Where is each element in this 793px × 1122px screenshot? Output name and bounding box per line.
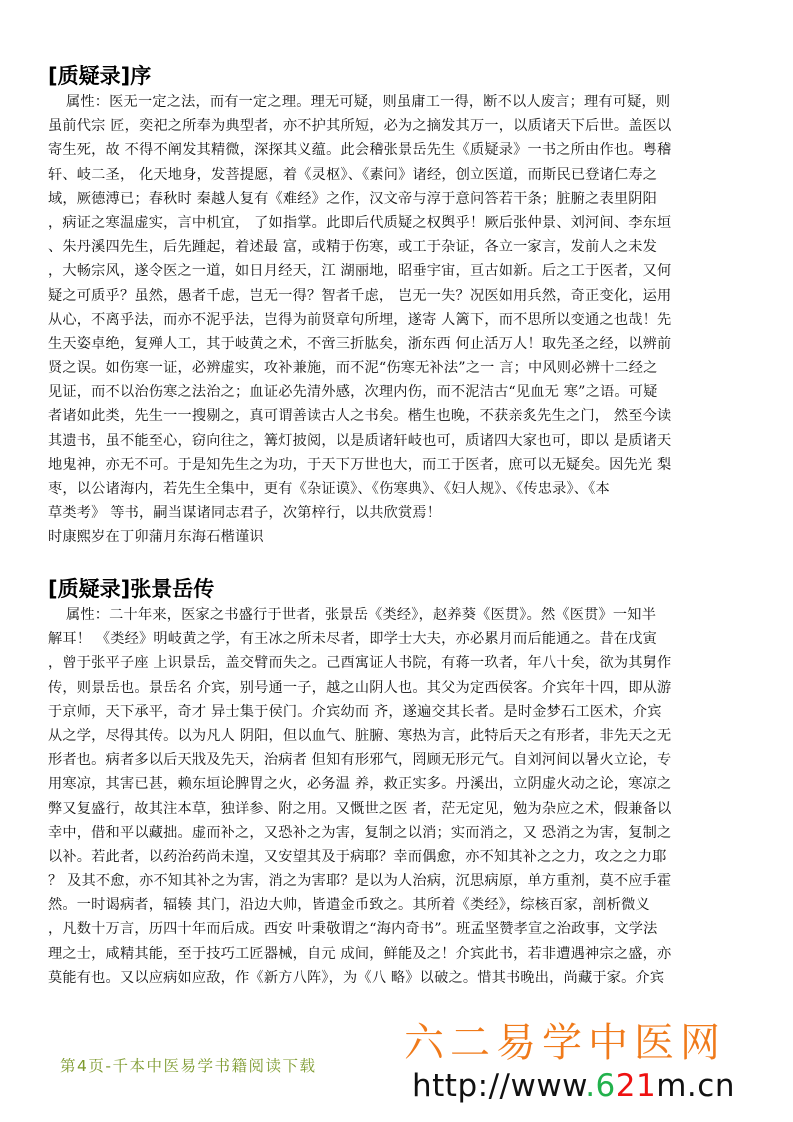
biography-body <box>48 603 748 990</box>
text-line: 见证，而不以治伤寒之法治之；血证必先清外感，次理内伤，而不泥洁古“见血无 寒”之语。可疑 <box>48 384 658 401</box>
text-line: 虽前代宗 匠，奕祀之所奉为典型者，亦不护其所短，必为之摘发其万一，以质诸天下后世。盖医以 <box>48 118 672 135</box>
signature-line: 时康熙岁在丁卯蒲月东海石楷谨识 <box>48 529 264 546</box>
text-line: 传，则景岳也。景岳名 介宾，别号通一子，越之山阴人也。其父为定西侯客。介宾年十四，即从游 <box>48 679 672 696</box>
text-line: 枣，以公诸海内，若先生全集中，更有《杂证谟》、《伤寒典》、《妇人规》、《传忠录》、《本 <box>48 481 610 497</box>
text-line: 解耳！ 《类经》明岐黄之学，有王冰之所未尽者，即学士大夫，亦必累月而后能通之。昔在戊寅 <box>48 631 657 648</box>
url-suffix: m.cn <box>656 1068 735 1104</box>
text-line: 贤之误。如伤寒一证，必辨虚实，攻补兼施，而不泥“伤寒无补法”之一 言；中风则必辨十二经之 <box>48 360 658 377</box>
text-line: 其遗书，虽不能至心，窃向往之，篝灯披阅，以是质诸轩岐也可，质诸四大家也可，即以 是质诸天 <box>48 432 672 449</box>
section-title-biography: [质疑录]张景岳传 <box>48 577 215 601</box>
text-line: 轩、岐二圣， 化天地身，发菩提愿，着《灵枢》、《素问》诸经，创立医道，而斯民已登诸仁寿之 <box>48 166 658 183</box>
text-line: 以补。若此者，以药治药尚未遑，又安望其及于病耶？幸而偶愈，亦不知其补之之力，攻之之力耶 <box>48 848 667 865</box>
text-line: 域，厥德溥已；春秋时 秦越人复有《难经》之作，汉文帝与淳于意问答若干条；脏腑之表里阴阳 <box>48 190 657 207</box>
text-line: 属性：二十年来，医家之书盛行于世者，张景岳《类经》，赵养葵《医贯》。然《医贯》一知半 <box>66 607 657 623</box>
url-digits-21: 21 <box>615 1068 657 1104</box>
text-line: 生天姿卓绝，复殚人工，其于岐黄之术，不啻三折肱矣，浙东西 何止活万人！取先圣之经，以辨前 <box>48 335 672 352</box>
text-line: ，凡数十万言，历四十年而后成。西安 叶秉敬谓之“海内奇书”。班孟坚赞孝宣之治政事，文学法 <box>48 921 658 938</box>
text-line: 地鬼神，亦无不可。于是知先生之为功，于天下万世也大，而工于医者，庶可以无疑矣。因先光 梨 <box>48 456 672 473</box>
text-line: 用寒凉，其害已甚，赖东垣论脾胃之火，必务温 养，救正实多。丹溪出，立阴虚火动之论，寒凉之 <box>48 776 672 793</box>
text-line: ，大畅宗风，遂令医之一道，如日月经天，江 湖丽地，昭垂宇宙，亘古如新。后之工于医者，又何 <box>48 263 672 280</box>
page-footer-label: 第4页-千本中医易学书籍阅读下载 <box>60 1057 317 1075</box>
text-line: 草类考》 等书，嗣当谋诸同志君子，次第梓行，以共欣赏焉！ <box>48 505 442 522</box>
text-line: 疑之可质乎？虽然，愚者千虑，岂无一得？智者千虑， 岂无一失？况医如用兵然，奇正变化，运用 <box>48 287 672 304</box>
text-line: 从之学，尽得其传。以为凡人 阴阳，但以血气、脏腑、寒热为言，此特后天之有形者，非先天之无 <box>48 727 672 744</box>
text-line: 理之士，咸精其能，至于技巧工匠器械，自元 成间，鲜能及之！介宾此书，若非遭遇神宗之盛，亦 <box>48 945 672 962</box>
text-line: 寄生死，故 不得不阐发其精微，深探其义蕴。此会稽张景岳先生《质疑录》一书之所由作也。粤稽 <box>48 142 672 159</box>
text-line: 于京师，天下承平，奇才 异士集于侯门。介宾幼而 齐，遂遍交其长者。是时金梦石工医术，介宾 <box>48 703 662 720</box>
text-line: 从心，不离乎法，而亦不泥乎法，岂得为前贤章句所埋，遂寄 人篱下，而不思所以变通之也哉！先 <box>48 311 672 328</box>
url-dot: . <box>585 1068 596 1104</box>
site-brand-logo: 六二易学中医网 <box>404 1020 726 1066</box>
text-line: ，病证之寒温虚实，言中机宜， 了如指掌。此即后代质疑之权舆乎！厥后张仲景、刘河间、李东垣 <box>48 214 672 231</box>
site-url[interactable] <box>412 1068 735 1104</box>
url-prefix: http://www <box>412 1068 586 1104</box>
section-title-preface: [质疑录]序 <box>48 64 152 88</box>
text-line: 属性：医无一定之法，而有一定之理。理无可疑，则虽庸工一得，断不以人废言；理有可疑，则 <box>66 94 671 110</box>
text-line: 莫能有也。又以应病如应敌，作《新方八阵》，为《八 略》以破之。惜其书晚出，尚藏于家。介宾 <box>48 969 665 986</box>
text-line: 形者也。病者多以后天戕及先天，治病者 但知有形邪气，罔顾无形元气。自刘河间以暑火立论，专 <box>48 752 672 769</box>
text-line: ？ 及其不愈，亦不知其补之为害，消之为害耶？是以为人治病，沉思病原，单方重剂，莫不应手霍 <box>48 873 672 890</box>
text-line: 者诸如此类，先生一一搜剔之，真可谓善读古人之书矣。楷生也晚，不获亲炙先生之门， 然至今读 <box>48 408 672 425</box>
text-line: 弊又复盛行，故其注本草，独详参、附之用。又慨世之医 者，茫无定见，勉为杂应之术，假兼备以 <box>48 800 672 817</box>
preface-body <box>48 90 748 550</box>
text-line: ，曾于张平子座 上识景岳，盖交臂而失之。己酉寓证人书院，有蒋一玖者，年八十矣，欲为其舅作 <box>48 655 672 672</box>
text-line: 幸中，借和平以藏拙。虚而补之，又恐补之为害，复制之以消；实而消之，又 恐消之为害，复制之 <box>48 824 672 841</box>
text-line: 然。一时谒病者，辐辏 其门，沿边大帅，皆遣金币致之。其所着《类经》，综核百家，剖析微义 <box>48 897 650 914</box>
text-line: 、朱丹溪四先生，后先踵起，着述最 富，或精于伤寒，或工于杂证，各立一家言，发前人之未发 <box>48 239 657 256</box>
url-digit-6: 6 <box>595 1068 616 1104</box>
